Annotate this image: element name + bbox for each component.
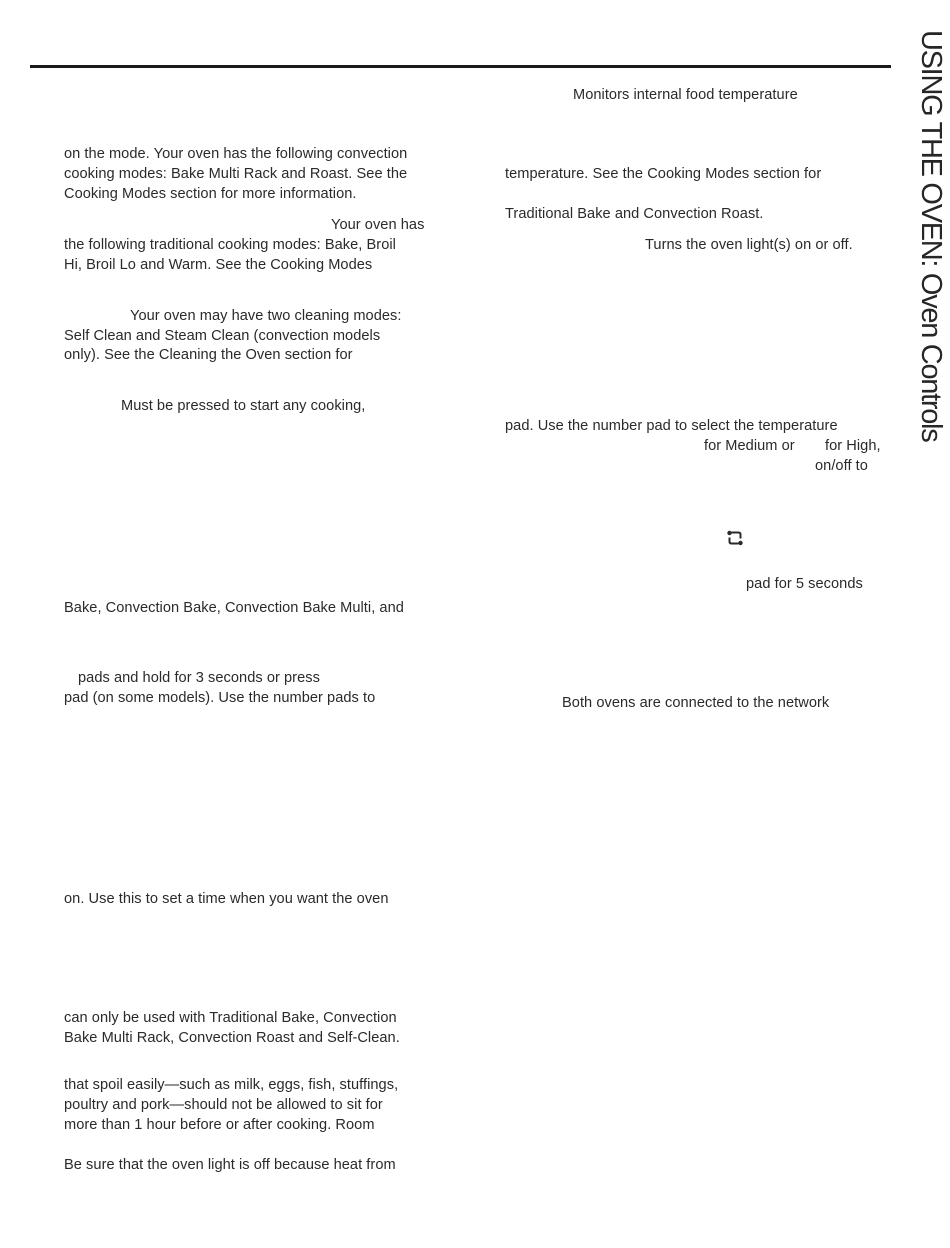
text-line: poultry and pork—should not be allowed to sit for (64, 1097, 383, 1113)
text-line: Traditional Bake and Convection Roast. (505, 206, 764, 222)
text-line: pads and hold for 3 seconds or press (78, 670, 320, 686)
text-line: Self Clean and Steam Clean (convection models (64, 328, 381, 344)
text-line: Bake Multi Rack, Convection Roast and Self-Clean. (64, 1030, 400, 1046)
text-line: pad for 5 seconds (746, 576, 863, 592)
text-line: Bake, Convection Bake, Convection Bake Multi, and (64, 600, 404, 616)
text-line: Hi, Broil Lo and Warm. See the Cooking Modes (64, 257, 373, 273)
section-title: USING THE OVEN: Oven Controls (915, 30, 947, 442)
text-line: Monitors internal food temperature (573, 87, 798, 103)
text-line: only). See the Cleaning the Oven section for (64, 347, 353, 363)
text-line: Must be pressed to start any cooking, (121, 398, 366, 414)
text-line: for Medium or (704, 438, 795, 454)
text-line: can only be used with Traditional Bake, Convection (64, 1010, 397, 1026)
header-rule (30, 65, 891, 68)
text-line: Your oven has (331, 217, 425, 233)
text-line: on. Use this to set a time when you want the oven (64, 891, 389, 907)
text-line: Cooking Modes section for more information. (64, 186, 357, 202)
text-line: Your oven may have two cleaning modes: (130, 308, 402, 324)
text-line: cooking modes: Bake Multi Rack and Roast. See the (64, 166, 408, 182)
text-line: temperature. See the Cooking Modes section for (505, 166, 822, 182)
text-line: on/off to (815, 458, 868, 474)
text-line: more than 1 hour before or after cooking. Room (64, 1117, 375, 1133)
text-line: pad. Use the number pad to select the temperature (505, 418, 838, 434)
text-line: Be sure that the oven light is off because heat from (64, 1157, 396, 1173)
text-line: on the mode. Your oven has the following convection (64, 146, 408, 162)
text-line: Turns the oven light(s) on or off. (645, 237, 853, 253)
text-line: the following traditional cooking modes: Bake, Broil (64, 237, 396, 253)
text-line: Both ovens are connected to the network (562, 695, 830, 711)
remote-enable-icon (725, 528, 745, 548)
text-line: that spoil easily—such as milk, eggs, fish, stuffings, (64, 1077, 399, 1093)
text-line: for High, (825, 438, 881, 454)
text-line: pad (on some models). Use the number pads to (64, 690, 376, 706)
